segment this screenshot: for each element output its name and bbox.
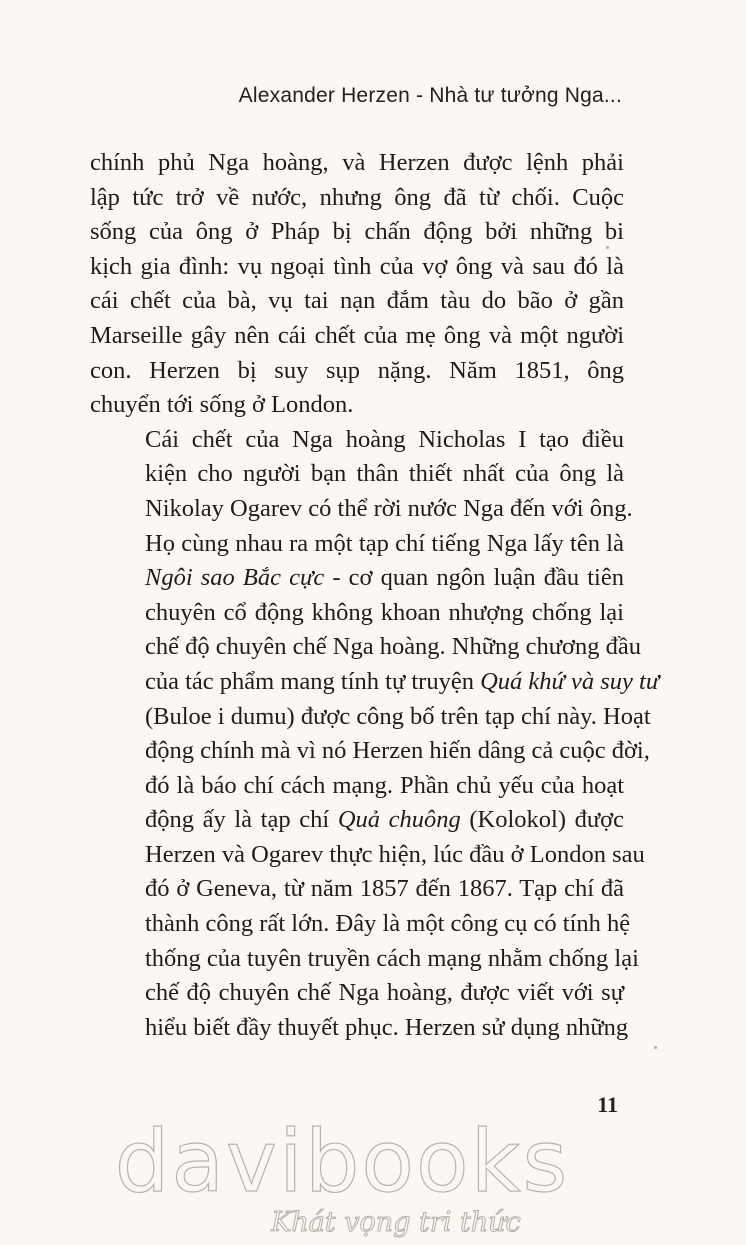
paragraph-2	[90, 423, 660, 1046]
watermark-logo: davibooks	[114, 1112, 570, 1212]
paragraph-1	[90, 146, 624, 423]
text-line: Ngôi sao Bắc cực - cơ quan ngôn luận đầu tiên	[145, 564, 624, 592]
body-text	[90, 146, 660, 1045]
text-line: (Buloe i dumu) được công bố trên tạp chí này. Hoạt	[145, 702, 651, 730]
text-line: chuyển tới sống ở London.	[90, 391, 354, 419]
text-line: chính phủ Nga hoàng, và Herzen được lệnh phải	[90, 149, 624, 176]
scan-speck	[654, 1046, 657, 1049]
text-line: Herzen và Ogarev thực hiện, lúc đầu ở London sau	[145, 840, 645, 868]
text-line: sống của ông ở Pháp bị chấn động bởi những bi	[90, 218, 624, 246]
text-line: cái chết của bà, vụ tai nạn đắm tàu do bão ở gần	[90, 287, 624, 315]
text-line: đó ở Geneva, từ năm 1857 đến 1867. Tạp chí đã	[145, 875, 624, 903]
text-line: hiểu biết đầy thuyết phục. Herzen sử dụng những	[145, 1013, 629, 1041]
text-line: chế độ chuyên chế Nga hoàng. Những chương đầu	[145, 633, 642, 661]
text-line: động chính mà vì nó Herzen hiến dâng cả cuộc đời,	[145, 737, 650, 765]
text-line: kiện cho người bạn thân thiết nhất của ông là	[145, 460, 624, 488]
text-line: Marseille gây nên cái chết của mẹ ông và một người	[90, 321, 624, 349]
text-line: kịch gia đình: vụ ngoại tình của vợ ông và sau đó là	[90, 252, 624, 280]
text-line: của tác phẩm mang tính tự truyện Quá khứ và suy tư	[145, 667, 660, 695]
text-line: Họ cùng nhau ra một tạp chí tiếng Nga lấy tên là	[145, 529, 624, 557]
text-line: con. Herzen bị suy sụp nặng. Năm 1851, ông	[90, 356, 624, 384]
text-line: động ấy là tạp chí Quả chuông (Kolokol) được	[145, 806, 625, 834]
text-line: thành công rất lớn. Đây là một công cụ có tính hệ	[145, 910, 631, 938]
watermark-tagline: Khát vọng tri thức	[271, 1207, 521, 1238]
text-line: chế độ chuyên chế Nga hoàng, được viết với sự	[145, 979, 624, 1007]
running-header: Alexander Herzen - Nhà tư tưởng Nga...	[238, 84, 622, 107]
page-number: 11	[597, 1092, 618, 1117]
italic-title: Quá khứ và suy tư	[480, 667, 660, 695]
scan-speck	[606, 246, 609, 249]
text-line: Cái chết của Nga hoàng Nicholas I tạo điều	[145, 425, 624, 453]
text-line: Nikolay Ogarev có thể rời nước Nga đến với ông.	[145, 494, 633, 522]
text-line: chuyên cổ động không khoan nhượng chống lại	[145, 598, 624, 626]
text-line: thống của tuyên truyền cách mạng nhằm chống lại	[145, 944, 639, 972]
text-line: đó là báo chí cách mạng. Phần chủ yếu của hoạt	[145, 771, 624, 799]
italic-title: Quả chuông	[337, 806, 461, 834]
text-line: lập tức trở về nước, nhưng ông đã từ chối. Cuộc	[90, 183, 624, 211]
italic-title: Ngôi sao Bắc cực	[145, 564, 325, 592]
